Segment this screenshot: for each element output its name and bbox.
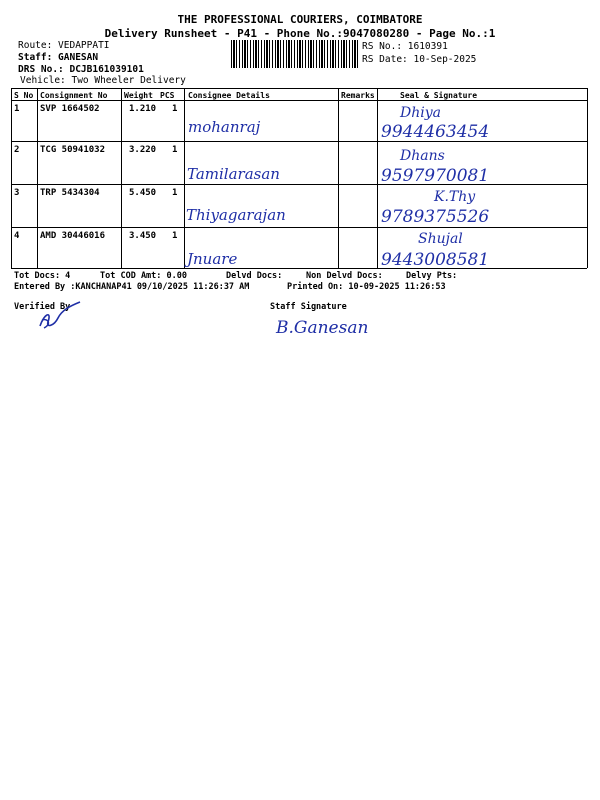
- row-pcs: 1: [172, 188, 178, 198]
- runsheet-subtitle: Delivery Runsheet - P41 - Phone No.:9047080280 - Page No.:1: [104, 27, 496, 40]
- row-sno: 1: [14, 104, 20, 114]
- phone-handwriting: 9443008581: [381, 250, 490, 270]
- col-header-remarks: Remarks: [341, 91, 375, 100]
- row-weight: 3.220: [129, 145, 157, 155]
- verified-signature-scribble: [30, 296, 90, 336]
- col-header-pcs: PCS: [160, 91, 175, 100]
- phone-handwriting: 9789375526: [381, 207, 490, 227]
- row-consignment: SVP 1664502: [40, 104, 100, 114]
- consignee-handwriting: Thiyagarajan: [186, 206, 286, 224]
- non-delivered-docs: Non Delvd Docs:: [306, 271, 383, 281]
- delivery-points: Delvy Pts:: [406, 271, 458, 281]
- route-label: Route: VEDAPPATI: [18, 40, 110, 51]
- printed-on: Printed On: 10-09-2025 11:26:53: [287, 282, 446, 292]
- staff-signature-handwriting: B.Ganesan: [276, 318, 369, 338]
- staff-signature-label: Staff Signature: [270, 302, 347, 312]
- delivered-docs: Delvd Docs:: [226, 271, 283, 281]
- consignee-handwriting: Jnuare: [187, 250, 238, 268]
- col-header-seal-signature: Seal & Signature: [400, 91, 478, 100]
- row-weight: 1.210: [129, 104, 157, 114]
- rs-date: RS Date: 10-Sep-2025: [362, 54, 477, 65]
- col-header-weight: Weight: [124, 91, 153, 100]
- staff-label: Staff: GANESAN: [18, 52, 99, 63]
- row-consignment: TCG 50941032: [40, 145, 106, 155]
- row-consignment: AMD 30446016: [40, 231, 106, 241]
- phone-handwriting: 9944463454: [381, 122, 490, 142]
- row-pcs: 1: [172, 231, 178, 241]
- total-docs: Tot Docs: 4: [14, 271, 71, 281]
- col-header-consignee: Consignee Details: [188, 91, 270, 100]
- signature-handwriting: Dhans: [400, 148, 445, 164]
- row-sno: 2: [14, 145, 20, 155]
- verified-by-label: Verified By: [14, 302, 71, 312]
- rs-number: RS No.: 1610391: [362, 41, 448, 52]
- row-weight: 3.450: [129, 231, 157, 241]
- entered-by: Entered By :KANCHANAP41 09/10/2025 11:26:37 AM: [14, 282, 250, 292]
- col-header-consignment: Consignment No: [40, 91, 108, 100]
- signature-handwriting: Shujal: [418, 231, 463, 247]
- row-consignment: TRP 5434304: [40, 188, 100, 198]
- signature-handwriting: Dhiya: [400, 105, 441, 121]
- company-title: THE PROFESSIONAL COURIERS, COIMBATORE: [177, 13, 423, 26]
- vehicle-label: Vehicle: Two Wheeler Delivery: [20, 75, 186, 86]
- row-weight: 5.450: [129, 188, 157, 198]
- row-sno: 4: [14, 231, 20, 241]
- consignee-handwriting: mohanraj: [188, 118, 261, 136]
- drs-number: DRS No.: DCJB161039101: [18, 64, 144, 75]
- signature-handwriting: K.Thy: [434, 189, 476, 205]
- col-header-sno: S No: [14, 91, 34, 100]
- barcode-image: [231, 40, 359, 68]
- row-pcs: 1: [172, 104, 178, 114]
- total-cod-amount: Tot COD Amt: 0.00: [100, 271, 187, 281]
- row-sno: 3: [14, 188, 20, 198]
- phone-handwriting: 9597970081: [381, 166, 490, 186]
- row-pcs: 1: [172, 145, 178, 155]
- consignee-handwriting: Tamilarasan: [187, 165, 280, 183]
